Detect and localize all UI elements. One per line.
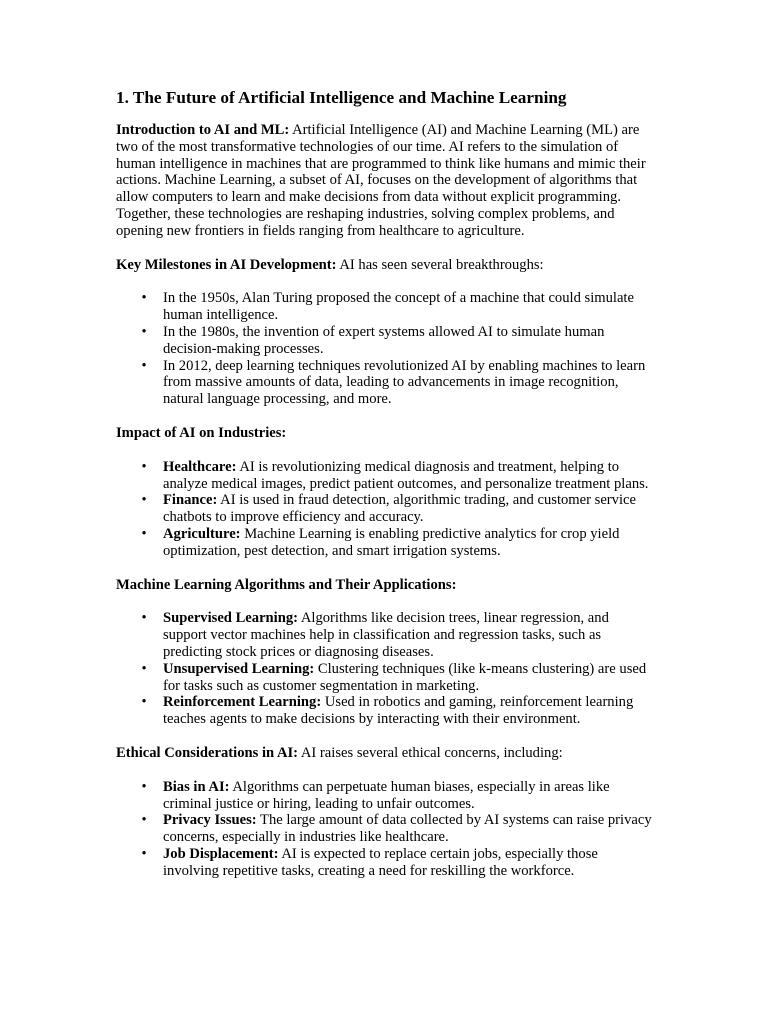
- ethics-heading: [116, 745, 656, 762]
- industries-label: Impact of AI on Industries:: [116, 424, 287, 441]
- intro-label: Introduction to AI and ML:: [116, 122, 290, 138]
- ethics-list: [116, 779, 656, 880]
- list-item: [116, 526, 656, 560]
- milestones-heading: [116, 257, 656, 274]
- list-item: [116, 358, 656, 408]
- bullet-icon: •: [141, 694, 147, 711]
- algorithms-heading: [116, 577, 656, 594]
- milestones-list: [116, 290, 656, 408]
- list-item: [116, 846, 656, 880]
- intro-text: Artificial Intelligence (AI) and Machine Learning (ML) are two of the most transformative technologies of our time. AI refers to the simulation of human intelligence in machines that are programmed to think like humans and mimic their actions. Machine Learning, a subset of AI, focuses on the development of algorithms that allow computers to learn and make decisions from data without explicit programming. Together, these technologies are reshaping industries, solving complex problems, and opening new frontiers in fields ranging from healthcare to agriculture.: [116, 122, 646, 239]
- list-item-label: Job Displacement:: [163, 845, 279, 862]
- list-item-text: Used in robotics and gaming, reinforcement learning teaches agents to make decisions by interacting with their environment.: [163, 694, 634, 728]
- list-item-text: AI is expected to replace certain jobs, especially those involving repetitive tasks, creating a need for reskilling the workforce.: [163, 845, 598, 879]
- bullet-icon: •: [141, 323, 147, 340]
- list-item-label: Unsupervised Learning:: [163, 660, 315, 677]
- milestones-text: AI has seen several breakthroughs:: [336, 256, 544, 273]
- list-item: [116, 694, 656, 728]
- document-title: 1. The Future of Artificial Intelligence and Machine Learning: [116, 88, 567, 107]
- bullet-icon: •: [141, 290, 147, 307]
- list-item-text: Clustering techniques (like k-means clustering) are used for tasks such as customer segmentation in marketing.: [163, 660, 647, 694]
- industries-heading: [116, 425, 656, 442]
- milestones-label: Key Milestones in AI Development:: [116, 256, 337, 273]
- list-item-label: Privacy Issues:: [163, 812, 257, 829]
- industries-list: [116, 459, 656, 560]
- list-item-text: Algorithms can perpetuate human biases, especially in areas like criminal justice or hiring, leading to unfair outcomes.: [163, 778, 610, 812]
- list-item: [116, 610, 656, 660]
- list-item-label: Agriculture:: [163, 525, 241, 542]
- ethics-text: AI raises several ethical concerns, including:: [298, 744, 563, 761]
- list-item-text: Algorithms like decision trees, linear regression, and support vector machines help in classification and regression tasks, such as predicting stock prices or diagnosing diseases.: [163, 610, 609, 660]
- list-item-label: Bias in AI:: [163, 778, 230, 795]
- bullet-icon: •: [141, 845, 147, 862]
- list-item-text: The large amount of data collected by AI systems can raise privacy concerns, especially in industries like healthcare.: [163, 812, 652, 846]
- bullet-icon: •: [141, 458, 147, 475]
- list-item: [116, 290, 656, 324]
- bullet-icon: •: [141, 610, 147, 627]
- ethics-label: Ethical Considerations in AI:: [116, 744, 299, 761]
- list-item: [116, 492, 656, 526]
- intro-paragraph: [116, 122, 656, 240]
- bullet-icon: •: [141, 812, 147, 829]
- list-item: [116, 779, 656, 813]
- bullet-icon: •: [141, 492, 147, 509]
- bullet-icon: •: [141, 525, 147, 542]
- list-item-text: Machine Learning is enabling predictive analytics for crop yield optimization, pest detection, and smart irrigation systems.: [163, 525, 620, 559]
- list-item-label: Reinforcement Learning:: [163, 694, 322, 711]
- list-item: [116, 661, 656, 695]
- bullet-icon: •: [141, 778, 147, 795]
- list-item-label: Supervised Learning:: [163, 610, 299, 627]
- list-item-text: In the 1980s, the invention of expert systems allowed AI to simulate human decision-making processes.: [163, 323, 605, 357]
- list-item-label: Finance:: [163, 492, 218, 509]
- list-item-label: Healthcare:: [163, 458, 237, 475]
- list-item-text: In 2012, deep learning techniques revolutionized AI by enabling machines to learn from massive amounts of data, leading to advancements in image recognition, natural language processing, and more.: [163, 357, 646, 408]
- algorithms-list: [116, 610, 656, 728]
- list-item: [116, 324, 656, 358]
- list-item-text: In the 1950s, Alan Turing proposed the concept of a machine that could simulate human intelligence.: [163, 290, 634, 324]
- document-body: [116, 88, 656, 896]
- bullet-icon: •: [141, 357, 147, 374]
- list-item: [116, 459, 656, 493]
- algorithms-label: Machine Learning Algorithms and Their Applications:: [116, 576, 457, 593]
- list-item-text: AI is used in fraud detection, algorithmic trading, and customer service chatbots to improve efficiency and accuracy.: [163, 492, 636, 526]
- bullet-icon: •: [141, 660, 147, 677]
- list-item-text: AI is revolutionizing medical diagnosis and treatment, helping to analyze medical images, predict patient outcomes, and personalize treatment plans.: [163, 458, 649, 492]
- list-item: [116, 812, 656, 846]
